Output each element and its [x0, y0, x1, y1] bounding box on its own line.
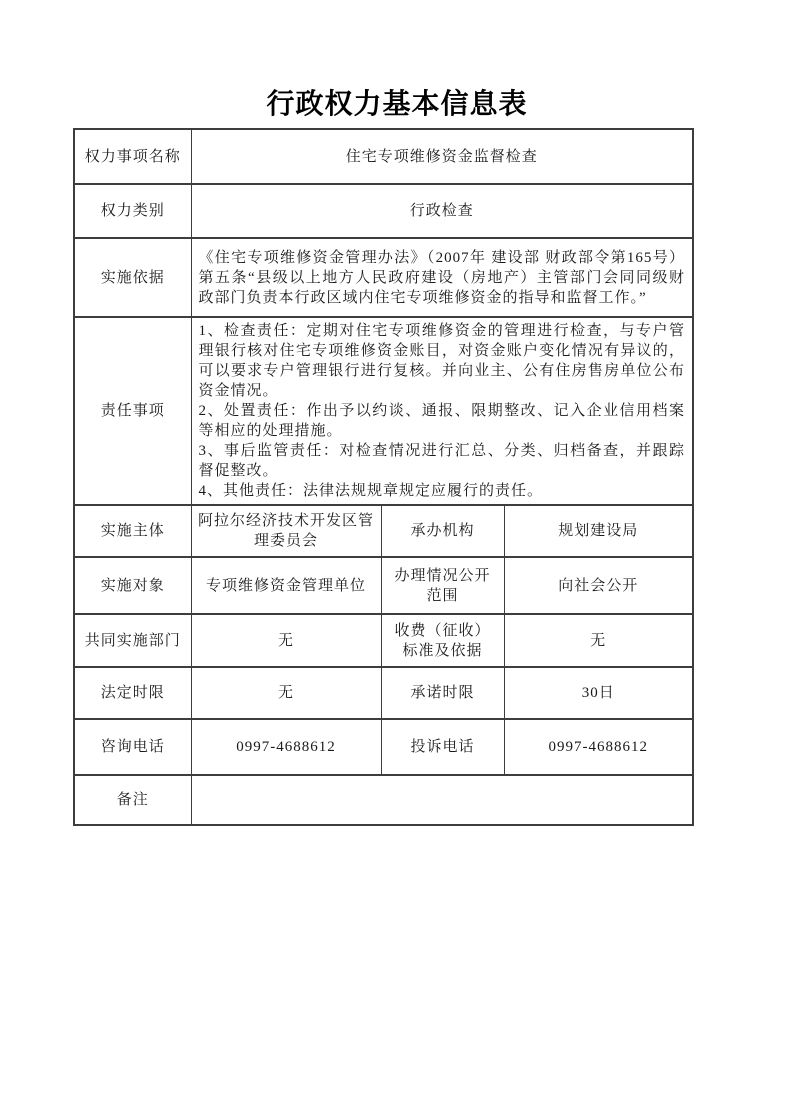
row-implementing-body	[74, 505, 693, 557]
implementation-target-label: 实施对象	[74, 557, 191, 614]
undertaking-agency-label: 承办机构	[381, 505, 504, 557]
row-joint-implementation	[74, 614, 693, 667]
row-remarks	[74, 775, 693, 825]
responsibility-item-1: 1、检查责任：定期对住宅专项维修资金的管理进行检查，与专户管理银行核对住宅专项维修资金账目，对资金账户变化情况有异议的，可以要求专户管理银行进行复核。并向业主、公有住房售房单位公布资金情况。	[198, 323, 686, 399]
disclosure-scope-value: 向社会公开	[504, 557, 693, 614]
implementing-body-value: 阿拉尔经济技术开发区管理委员会	[191, 505, 381, 557]
power-category-label: 权力类别	[74, 184, 191, 238]
power-item-name-label: 权力事项名称	[74, 129, 191, 184]
implementation-basis-value: 《住宅专项维修资金管理办法》（2007年 建设部 财政部令第165号）第五条“县级以上地方人民政府建设（房地产）主管部门会同同级财政部门负责本行政区域内住宅专项维修资金的指导和监督工作。”	[191, 238, 693, 317]
responsibility-item-4: 4、其他责任：法律法规规章规定应履行的责任。	[198, 483, 544, 499]
joint-implementation-label: 共同实施部门	[74, 614, 191, 667]
row-power-category	[74, 184, 693, 238]
fee-standard-value: 无	[504, 614, 693, 667]
admin-power-info-table	[73, 128, 694, 826]
responsibility-item-3: 3、事后监管责任：对检查情况进行汇总、分类、归档备查，并跟踪督促整改。	[198, 443, 686, 479]
implementation-basis-label: 实施依据	[74, 238, 191, 317]
consultation-phone-value: 0997-4688612	[191, 719, 381, 775]
row-power-item-name	[74, 129, 693, 184]
remarks-label: 备注	[74, 775, 191, 825]
row-implementation-basis	[74, 238, 693, 317]
fee-standard-label: 收费（征收）标准及依据	[381, 614, 504, 667]
row-responsibility-matters	[74, 317, 693, 505]
consultation-phone-label: 咨询电话	[74, 719, 191, 775]
remarks-value	[191, 775, 693, 825]
power-item-name-value: 住宅专项维修资金监督检查	[191, 129, 693, 184]
complaint-phone-label: 投诉电话	[381, 719, 504, 775]
responsibility-item-2: 2、处置责任：作出予以约谈、通报、限期整改、记入企业信用档案等相应的处理措施。	[198, 403, 686, 439]
page-title: 行政权力基本信息表	[266, 89, 528, 120]
power-category-value: 行政检查	[191, 184, 693, 238]
undertaking-agency-value: 规划建设局	[504, 505, 693, 557]
implementing-body-label: 实施主体	[74, 505, 191, 557]
responsibility-matters-label: 责任事项	[74, 317, 191, 505]
joint-implementation-value: 无	[191, 614, 381, 667]
responsibility-matters-value	[191, 317, 693, 505]
complaint-phone-value: 0997-4688612	[504, 719, 693, 775]
row-statutory-time-limit	[74, 667, 693, 719]
statutory-time-limit-label: 法定时限	[74, 667, 191, 719]
promised-time-limit-label: 承诺时限	[381, 667, 504, 719]
row-implementation-target	[74, 557, 693, 614]
statutory-time-limit-value: 无	[191, 667, 381, 719]
disclosure-scope-label: 办理情况公开范围	[381, 557, 504, 614]
row-phones	[74, 719, 693, 775]
promised-time-limit-value: 30日	[504, 667, 693, 719]
implementation-target-value: 专项维修资金管理单位	[191, 557, 381, 614]
